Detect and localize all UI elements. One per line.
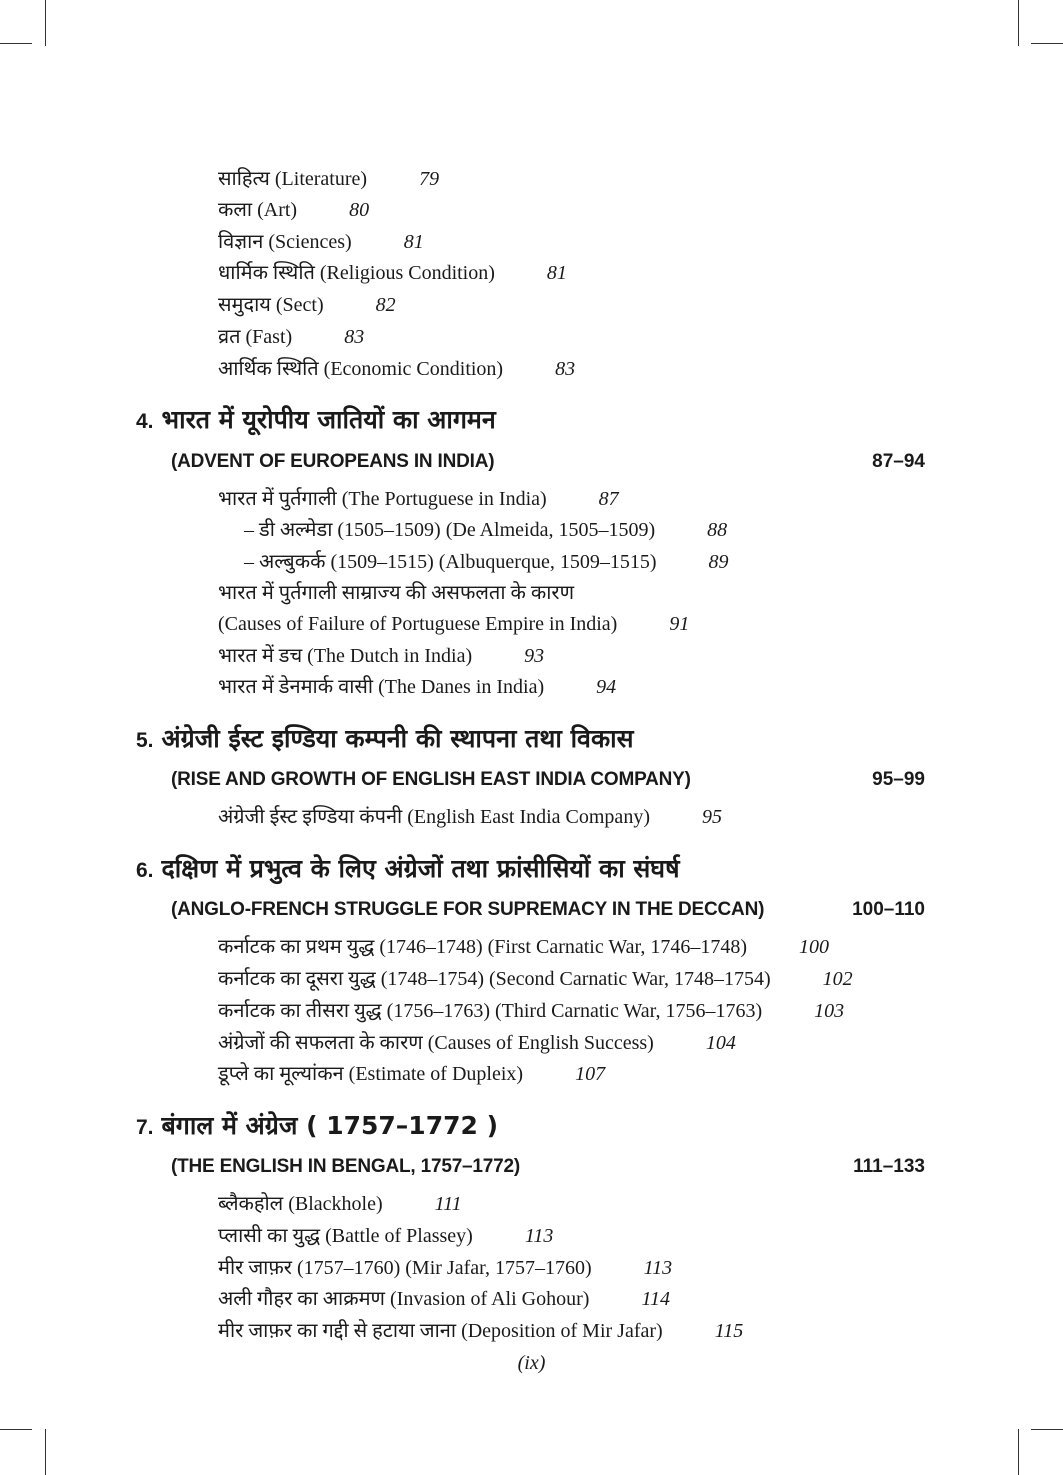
page-number: 115 <box>714 1320 744 1342</box>
toc-entry[interactable]: मीर जाफ़र (1757–1760) (Mir Jafar, 1757–1760) 113 <box>218 1257 673 1279</box>
page-number: 102 <box>822 968 853 990</box>
page-number: 88 <box>707 519 728 541</box>
crop-mark <box>1031 1429 1063 1430</box>
page-number: 113 <box>524 1225 554 1247</box>
crop-mark <box>1031 43 1063 44</box>
toc-entry[interactable]: भारत में पुर्तगाली साम्राज्य की असफलता के कारण <box>218 582 575 604</box>
crop-mark <box>0 43 32 44</box>
toc-entry[interactable]: कर्नाटक का प्रथम युद्ध (1746–1748) (First Carnatic War, 1746–1748) 100 <box>218 936 830 958</box>
chapter-title-english[interactable]: (RISE AND GROWTH OF ENGLISH EAST INDIA COMPANY) <box>171 769 691 790</box>
chapter-title-hindi[interactable]: 6. दक्षिण में प्रभुत्व के लिए अंग्रेजों तथा फ्रांसीसियों का संघर्ष <box>136 854 680 883</box>
page-number: 82 <box>375 294 396 316</box>
page-number: 114 <box>641 1288 670 1310</box>
toc-entry[interactable]: साहित्य (Literature) 79 <box>218 168 440 190</box>
page-number: 94 <box>596 676 617 698</box>
page-number: 104 <box>705 1032 736 1054</box>
toc-entry[interactable]: प्लासी का युद्ध (Battle of Plassey) 113 <box>218 1225 554 1247</box>
page-number: 93 <box>524 645 545 667</box>
toc-entry[interactable]: भारत में डच (The Dutch in India) 93 <box>218 645 545 667</box>
toc-entry[interactable]: ब्लैकहोल (Blackhole) 111 <box>218 1193 462 1215</box>
chapter-title-hindi[interactable]: 7. बंगाल में अंग्रेज ( 1757–1772 ) <box>136 1111 499 1140</box>
crop-mark <box>0 1429 32 1430</box>
chapter-page-range: 87–94 <box>872 451 925 472</box>
chapter-page-range: 100–110 <box>852 899 925 920</box>
page-number: 111 <box>434 1193 462 1215</box>
toc-entry[interactable]: समुदाय (Sect) 82 <box>218 294 396 316</box>
page-number: 89 <box>708 551 729 573</box>
toc-entry[interactable]: कला (Art) 80 <box>218 199 370 221</box>
page-number: 79 <box>419 168 440 190</box>
crop-mark <box>1018 1429 1019 1475</box>
page-number: 81 <box>403 231 424 253</box>
toc-entry[interactable]: मीर जाफ़र का गद्दी से हटाया जाना (Deposition of Mir Jafar) 115 <box>218 1320 744 1342</box>
toc-entry[interactable]: डूप्ले का मूल्यांकन (Estimate of Dupleix) 107 <box>218 1063 606 1085</box>
page-number: 83 <box>344 326 365 348</box>
page-number: 95 <box>701 806 722 828</box>
page-number: 100 <box>799 936 830 958</box>
toc-entry[interactable]: कर्नाटक का तीसरा युद्ध (1756–1763) (Third Carnatic War, 1756–1763) 103 <box>218 1000 845 1022</box>
toc-entry[interactable]: आर्थिक स्थिति (Economic Condition) 83 <box>218 358 576 380</box>
crop-mark <box>45 0 46 46</box>
page-number: 113 <box>643 1257 673 1279</box>
crop-mark <box>45 1429 46 1475</box>
toc-subentry[interactable]: – अल्बुकर्क (1509–1515) (Albuquerque, 1509–1515) 89 <box>244 551 729 573</box>
toc-entry[interactable]: (Causes of Failure of Portuguese Empire in India) 91 <box>218 613 690 635</box>
toc-entry[interactable]: अंग्रेजों की सफलता के कारण (Causes of English Success) 104 <box>218 1032 736 1054</box>
chapter-title-hindi[interactable]: 4. भारत में यूरोपीय जातियों का आगमन <box>136 405 496 434</box>
page-number: 80 <box>349 199 370 221</box>
toc-entry[interactable]: धार्मिक स्थिति (Religious Condition) 81 <box>218 262 567 284</box>
page-number: 83 <box>555 358 576 380</box>
chapter-title-english[interactable]: (ADVENT OF EUROPEANS IN INDIA) <box>171 451 495 472</box>
chapter-page-range: 111–133 <box>853 1156 925 1177</box>
chapter-title-hindi[interactable]: 5. अंग्रेजी ईस्ट इण्डिया कम्पनी की स्थापना तथा विकास <box>136 724 634 753</box>
toc-subentry[interactable]: – डी अल्मेडा (1505–1509) (De Almeida, 1505–1509) 88 <box>244 519 728 541</box>
toc-entry[interactable]: भारत में पुर्तगाली (The Portuguese in India) 87 <box>218 488 619 510</box>
toc-entry[interactable]: अंग्रेजी ईस्ट इण्डिया कंपनी (English East India Company) 95 <box>218 806 722 828</box>
toc-entry[interactable]: व्रत (Fast) 83 <box>218 326 365 348</box>
toc-entry[interactable]: भारत में डेनमार्क वासी (The Danes in India) 94 <box>218 676 617 698</box>
toc-entry[interactable]: विज्ञान (Sciences) 81 <box>218 231 424 253</box>
page-number: 87 <box>598 488 619 510</box>
chapter-title-english[interactable]: (THE ENGLISH IN BENGAL, 1757–1772) <box>171 1156 521 1177</box>
crop-mark <box>1018 0 1019 46</box>
toc-entry[interactable]: अली गौहर का आक्रमण (Invasion of Ali Gohour) 114 <box>218 1288 670 1310</box>
page-number: 103 <box>814 1000 845 1022</box>
page-folio: (ix) <box>517 1352 546 1374</box>
toc-entry[interactable]: कर्नाटक का दूसरा युद्ध (1748–1754) (Second Carnatic War, 1748–1754) 102 <box>218 968 853 990</box>
page-number: 91 <box>669 613 690 635</box>
chapter-page-range: 95–99 <box>872 769 925 790</box>
page-number: 107 <box>575 1063 606 1085</box>
page-number: 81 <box>546 262 567 284</box>
chapter-title-english[interactable]: (ANGLO-FRENCH STRUGGLE FOR SUPREMACY IN THE DECCAN) <box>171 899 765 920</box>
